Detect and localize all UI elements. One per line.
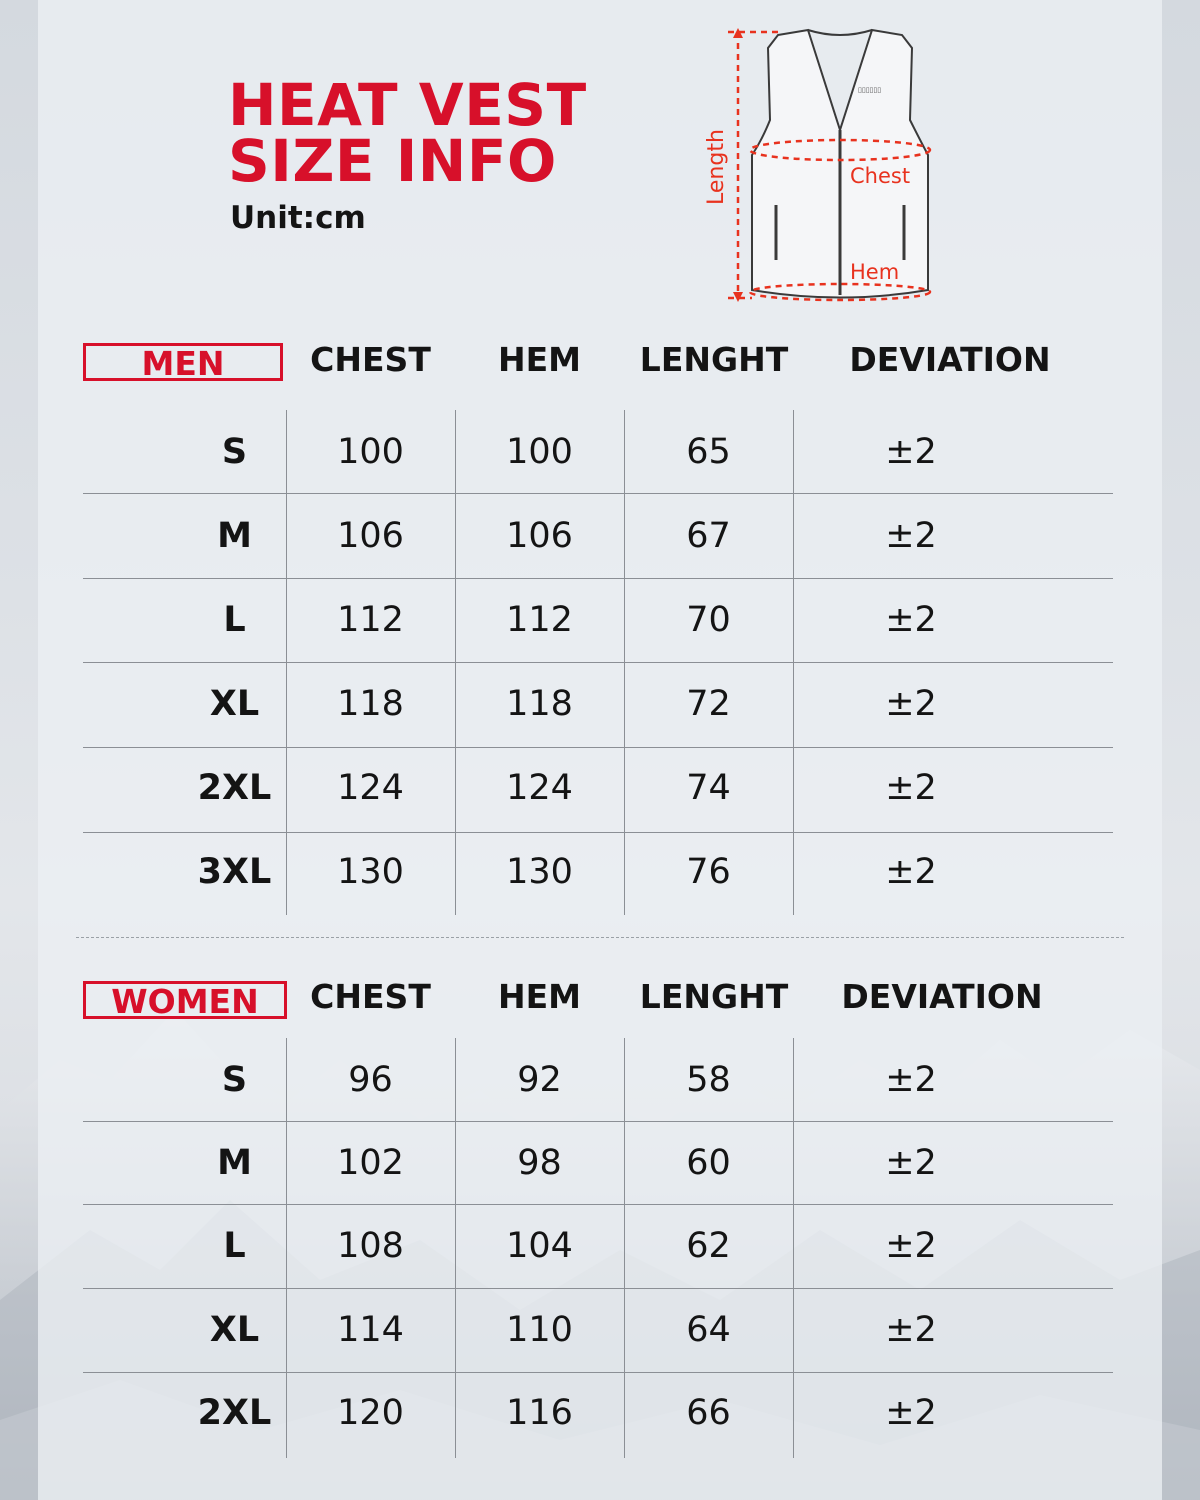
table-row	[83, 1288, 1113, 1372]
hem-cell: 92	[517, 1060, 562, 1100]
table-row	[83, 662, 1113, 746]
chest-cell: 108	[337, 1226, 404, 1266]
deviation-cell: ±2	[885, 1060, 937, 1100]
length-cell: 76	[686, 852, 731, 892]
chest-cell: 102	[337, 1143, 404, 1183]
size-cell: XL	[209, 1310, 260, 1350]
hem-cell: 106	[506, 516, 573, 556]
hem-cell: 98	[517, 1143, 562, 1183]
men-header-deviation: DEVIATION	[849, 340, 1051, 379]
deviation-cell: ±2	[885, 1393, 937, 1433]
length-cell: 74	[686, 768, 731, 808]
hem-cell: 116	[506, 1393, 573, 1433]
page-title-line-1: HEAT VEST	[228, 71, 587, 139]
unit-label: Unit:cm	[230, 200, 366, 236]
hem-cell: 110	[506, 1310, 573, 1350]
length-label: Length	[704, 129, 729, 205]
table-row	[83, 494, 1113, 578]
deviation-cell: ±2	[885, 1310, 937, 1350]
chest-cell: 120	[337, 1393, 404, 1433]
hem-cell: 118	[506, 684, 573, 724]
length-cell: 70	[686, 600, 731, 640]
length-cell: 62	[686, 1226, 731, 1266]
chest-cell: 114	[337, 1310, 404, 1350]
length-cell: 64	[686, 1310, 731, 1350]
size-cell: L	[223, 1226, 246, 1266]
table-row	[83, 1371, 1113, 1455]
women-header-length: LENGHT	[639, 977, 789, 1016]
table-row	[83, 1204, 1113, 1288]
section-divider	[76, 937, 1124, 938]
chest-cell: 112	[337, 600, 404, 640]
deviation-cell: ±2	[885, 684, 937, 724]
deviation-cell: ±2	[885, 1143, 937, 1183]
chest-cell: 96	[348, 1060, 393, 1100]
chest-cell: 124	[337, 768, 404, 808]
table-row	[83, 830, 1113, 914]
length-cell: 58	[686, 1060, 731, 1100]
deviation-cell: ±2	[885, 600, 937, 640]
women-size-table	[83, 1038, 1113, 1458]
chest-cell: 106	[337, 516, 404, 556]
deviation-cell: ±2	[885, 852, 937, 892]
table-row	[83, 410, 1113, 494]
hem-cell: 100	[506, 432, 573, 472]
size-cell: M	[217, 1143, 252, 1183]
hem-cell: 124	[506, 768, 573, 808]
men-section-badge: MEN	[83, 343, 283, 381]
page-title-line-2: SIZE INFO	[228, 127, 557, 195]
table-row	[83, 1121, 1113, 1205]
size-cell: 3XL	[197, 852, 272, 892]
deviation-cell: ±2	[885, 432, 937, 472]
men-header-hem: HEM	[498, 340, 581, 379]
length-cell: 72	[686, 684, 731, 724]
chest-label: Chest	[850, 164, 911, 188]
hem-cell: 104	[506, 1226, 573, 1266]
hem-cell: 130	[506, 852, 573, 892]
men-header-chest: CHEST	[310, 340, 431, 379]
hem-cell: 112	[506, 600, 573, 640]
length-cell: 65	[686, 432, 731, 472]
length-cell: 67	[686, 516, 731, 556]
size-cell: 2XL	[197, 1393, 272, 1433]
vest-diagram	[690, 20, 960, 310]
length-cell: 66	[686, 1393, 731, 1433]
men-header-length: LENGHT	[639, 340, 789, 379]
hem-label: Hem	[850, 260, 900, 284]
size-cell: M	[217, 516, 252, 556]
size-cell: 2XL	[197, 768, 272, 808]
length-cell: 60	[686, 1143, 731, 1183]
deviation-cell: ±2	[885, 516, 937, 556]
deviation-cell: ±2	[885, 1226, 937, 1266]
women-header-hem: HEM	[498, 977, 581, 1016]
women-section-badge: WOMEN	[83, 981, 287, 1019]
chest-cell: 118	[337, 684, 404, 724]
table-row	[83, 746, 1113, 830]
table-row	[83, 578, 1113, 662]
size-cell: XL	[209, 684, 260, 724]
size-cell: S	[221, 1060, 248, 1100]
chest-cell: 100	[337, 432, 404, 472]
women-header-deviation: DEVIATION	[841, 977, 1043, 1016]
size-cell: S	[221, 432, 248, 472]
deviation-cell: ±2	[885, 768, 937, 808]
size-cell: L	[223, 600, 246, 640]
table-row	[83, 1038, 1113, 1122]
vest-brand-text: ▯▯▯▯▯▯	[858, 86, 882, 94]
women-header-chest: CHEST	[310, 977, 431, 1016]
men-size-table	[83, 410, 1113, 915]
chest-cell: 130	[337, 852, 404, 892]
